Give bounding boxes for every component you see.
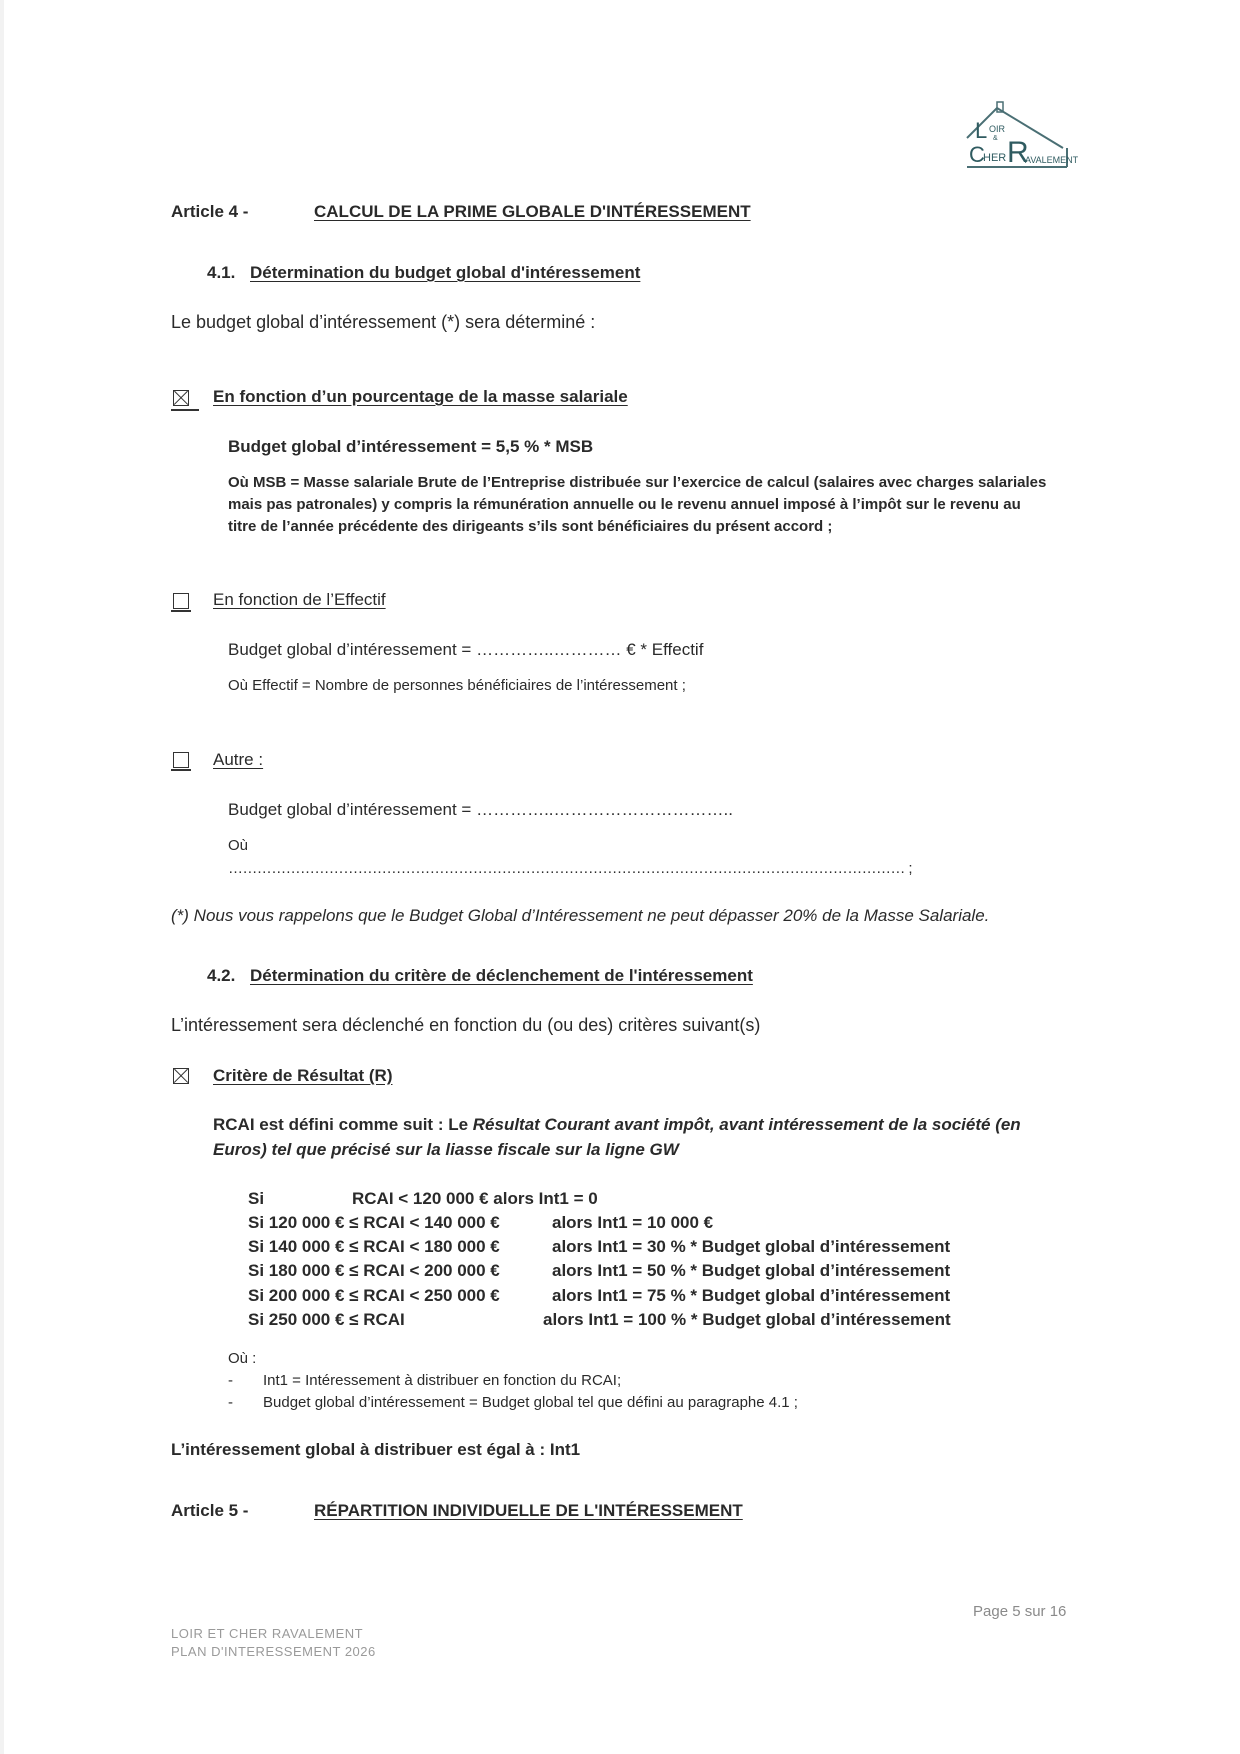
page-number: Page 5 sur 16 [973,1603,1067,1620]
critere-resultat-checkbox[interactable] [173,1068,189,1084]
rcai-definition-italic1: Résultat Courant avant impôt, avant intéressement de la société (en [472,1115,1021,1134]
article4-label: Article 4 - [171,202,249,221]
checkbox-underline [171,769,191,771]
rule-result: alors Int1 = 30 % * Budget global d’intéressement [552,1237,951,1256]
rule-condition: Si [248,1189,265,1208]
option-autre-checkbox[interactable] [173,752,189,768]
rcai-definition-prefix: RCAI est défini comme suit : Le [213,1115,473,1134]
footer-plan: PLAN D'INTERESSEMENT 2026 [171,1644,376,1659]
rule-result: alors Int1 = 100 % * Budget global d’intéressement [543,1310,951,1329]
rule-result: alors Int1 = 50 % * Budget global d’intéressement [552,1261,951,1280]
option-autre-dotted-line: …………………………………………………………………………………………………………………………… ; [228,860,912,877]
bullet-dash: - [228,1372,233,1389]
msb-definition-line1: Où MSB = Masse salariale Brute de l’Entreprise distribuée sur l’exercice de calcul (salaires avec charges salariales [228,474,1047,491]
checkbox-underline [171,610,191,612]
logo-letter-r: R [1007,136,1029,169]
article5-title: RÉPARTITION INDIVIDUELLE DE L'INTÉRESSEMENT [314,1501,743,1520]
section-4-1-number: 4.1. [207,263,236,282]
effectif-definition: Où Effectif = Nombre de personnes bénéficiaires de l’intéressement ; [228,677,686,694]
rule-condition: Si 200 000 € ≤ RCAI < 250 000 € [248,1286,500,1305]
rcai-definition-line2: Euros) tel que précisé sur la liasse fiscale sur la ligne GW [213,1140,679,1159]
logo-text-her: HER [983,152,1007,164]
rule-condition: Si 120 000 € ≤ RCAI < 140 000 € [248,1213,500,1232]
rule-condition: Si 180 000 € ≤ RCAI < 200 000 € [248,1261,500,1280]
article5-label: Article 5 - [171,1501,249,1520]
checkbox-underline [171,409,199,411]
option-effectif-checkbox[interactable] [173,593,189,609]
section-4-2-title: Détermination du critère de déclenchement de l'intéressement [250,966,753,985]
rules-ou: Où : [228,1350,257,1367]
section-4-2-number: 4.2. [207,966,236,985]
logo-text-amp: & [993,135,998,142]
option-autre-formula: Budget global d’intéressement = …………..………………………….. [228,800,733,819]
logo-text-avalement: AVALEMENT [1025,155,1079,165]
rule-condition: Si 140 000 € ≤ RCAI < 180 000 € [248,1237,500,1256]
rule-result: alors Int1 = 10 000 € [552,1213,714,1232]
rcai-definition-line1 [213,1115,1021,1135]
scan-edge [0,0,4,1754]
logo-letter-c: C [969,142,985,167]
bullet-dash: - [228,1394,233,1411]
interessement-conclusion: L’intéressement global à distribuer est égal à : Int1 [171,1440,581,1459]
rule-result: alors Int1 = 75 % * Budget global d’intéressement [552,1286,951,1305]
option-autre-ou: Où [228,837,249,854]
budget-limit-note: (*) Nous vous rappelons que le Budget Global d’Intéressement ne peut dépasser 20% de la Masse Salariale. [171,906,990,925]
option-masse-salariale-label: En fonction d’un pourcentage de la masse salariale [213,387,628,406]
logo-letter-l: L [975,118,988,143]
footer-company: LOIR ET CHER RAVALEMENT [171,1626,364,1641]
critere-resultat-label: Critère de Résultat (R) [213,1066,393,1085]
option-masse-salariale-checkbox[interactable] [173,390,189,406]
section-4-1-intro: Le budget global d’intéressement (*) sera déterminé : [171,312,596,332]
rule-condition: Si 250 000 € ≤ RCAI [248,1310,405,1329]
option-masse-salariale-formula: Budget global d’intéressement = 5,5 % * MSB [228,437,594,456]
option-autre-label: Autre : [213,750,264,769]
msb-definition-line3: titre de l’année précédente des dirigeants s’ils sont bénéficiaires du présent accord ; [228,518,833,535]
section-4-2-intro: L’intéressement sera déclenché en fonction du (ou des) critères suivant(s) [171,1015,761,1035]
company-logo [963,100,1079,170]
bullet-item: Budget global d’intéressement = Budget global tel que défini au paragraphe 4.1 ; [263,1394,798,1411]
msb-definition-line2: mais pas patronales) y compris la rémunération annuelle ou le revenu annuel imposé à l’impôt sur le revenu au [228,496,1021,513]
logo-text-oir: OIR [989,124,1006,134]
option-effectif-label: En fonction de l’Effectif [213,590,386,609]
section-4-1-title: Détermination du budget global d'intéressement [250,263,641,282]
rule-condition-inline: RCAI < 120 000 € alors Int1 = 0 [352,1189,598,1208]
bullet-item: Int1 = Intéressement à distribuer en fonction du RCAI; [263,1372,622,1389]
article4-title: CALCUL DE LA PRIME GLOBALE D'INTÉRESSEMENT [314,202,751,221]
option-effectif-formula: Budget global d’intéressement = …………..………… € * Effectif [228,640,704,659]
